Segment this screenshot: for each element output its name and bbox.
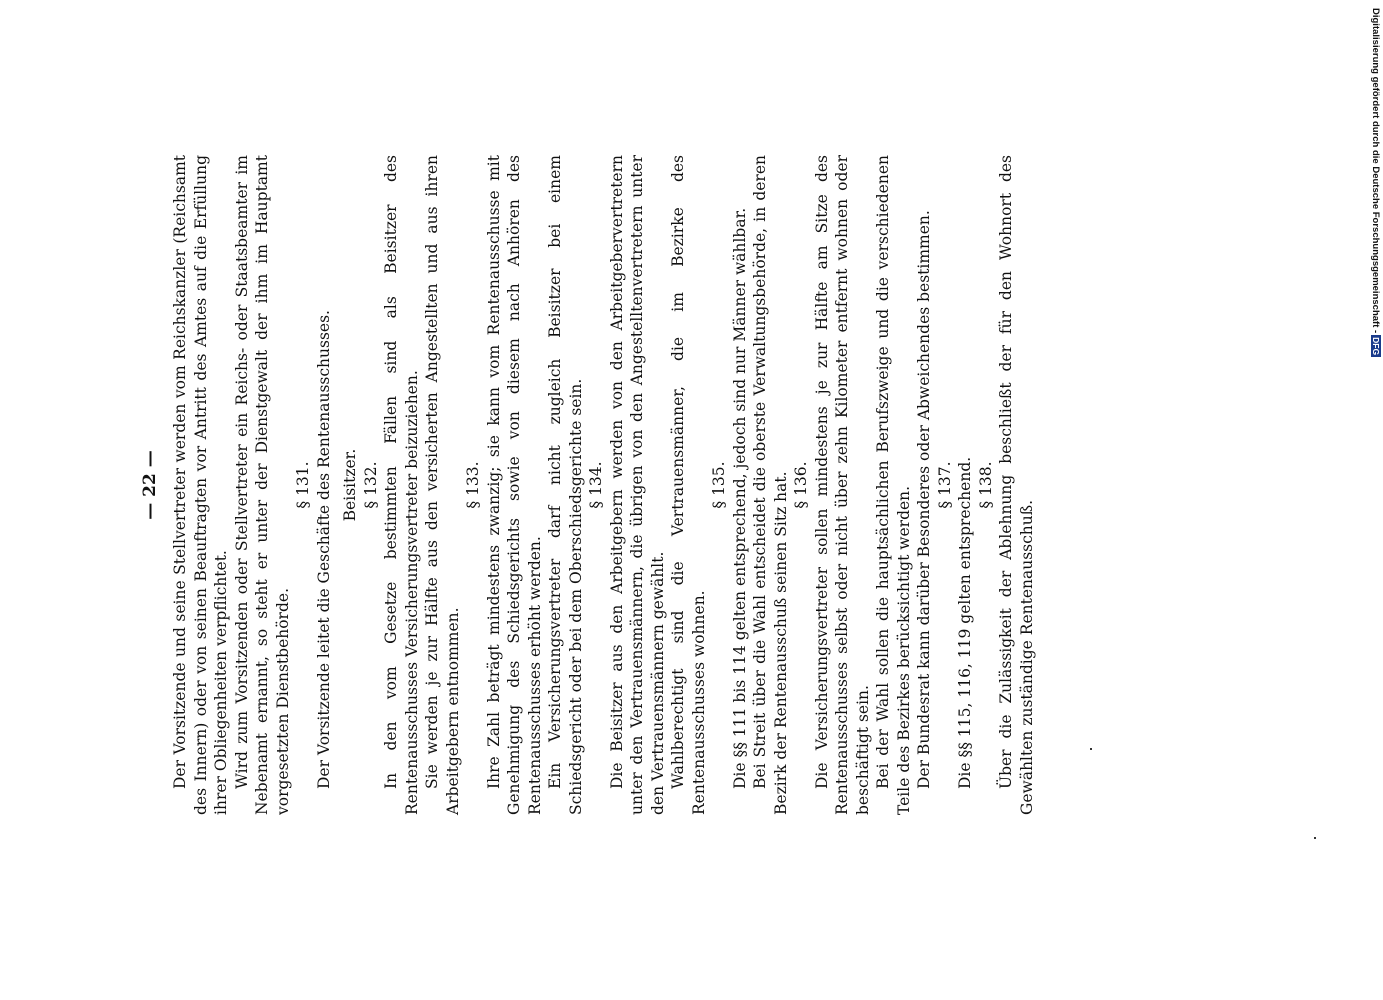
scan-speck xyxy=(1090,748,1092,750)
page-body xyxy=(140,155,1037,815)
paragraph: Wird zum Vorsitzenden oder Stellvertreter ein Reichs- oder Staatsbeamter im Nebenamt ernannt, so steht er unter der Dienstgewalt der ihm im Hauptamt vorgesetzten Dienstbehörde. xyxy=(232,155,292,815)
paragraph: Über die Zulässigkeit der Ablehnung beschließt der für den Wohnort des Gewählten zuständige Rentenausschuß. xyxy=(997,155,1036,815)
section-heading: § 137. xyxy=(935,461,954,509)
paragraph: Wahlberechtigt sind die Vertrauensmänner, die im Bezirke des Rentenausschusses wohnen. xyxy=(669,155,708,815)
paragraph: Die Beisitzer aus den Arbeitgebern werden von den Arbeitgebervertretern unter den Vertrauensmännern, die übrigen von den Angestelltenvertretern unter den Vertrauensmännern gewählt. xyxy=(607,155,667,815)
scan-speck xyxy=(1314,837,1316,839)
page-number: — 22 — xyxy=(140,450,160,520)
section-heading: § 134. xyxy=(587,461,605,509)
section-heading: § 138. xyxy=(976,461,995,509)
section-heading: § 133. xyxy=(464,461,482,509)
paragraph: Die Versicherungsvertreter sollen mindestens je zur Hälfte am Sitze des Rentenausschusses selbst oder nicht über zehn Kilometer entfernt wohnen oder beschäftigt sein. xyxy=(812,155,872,815)
paragraph: Der Vorsitzende und seine Stellvertreter werden vom Reichskanzler (Reichsamt des Innern) oder von seinen Beauftragten vor Antritt des Amtes auf die Erfüllung ihrer Obliegenheiten verpflichtet. xyxy=(171,155,230,815)
paragraph: Der Vorsitzende leitet die Geschäfte des Rentenausschusses. xyxy=(314,310,333,789)
rotated-page xyxy=(130,0,1280,1000)
section-heading: § 131. xyxy=(294,461,312,509)
credit-text: Digitalisierung gefördert durch die Deutsche Forschungsgemeinschaft - xyxy=(1370,8,1381,334)
paragraph: Bei Streit über die Wahl entscheidet die oberste Verwaltungsbehörde, in deren Bezirk der Rentenausschuß seinen Sitz hat. xyxy=(751,155,790,815)
paragraph: In den vom Gesetze bestimmten Fällen sind als Beisitzer des Rentenausschusses Versicherungsvertreter beizuziehen. xyxy=(382,155,421,815)
digitization-credit xyxy=(1369,8,1381,393)
dfg-logo: DFG xyxy=(1371,337,1381,356)
section-heading: § 132. xyxy=(361,461,380,509)
paragraph: Ein Versicherungsvertreter darf nicht zugleich Beisitzer bei einem Schiedsgericht oder bei dem Oberschiedsgerichte sein. xyxy=(546,155,585,815)
section-heading: § 135. xyxy=(710,461,728,509)
section-list xyxy=(170,155,1037,815)
paragraph: Der Bundesrat kann darüber Besonderes oder Abweichendes bestimmen. xyxy=(915,210,933,789)
paragraph: Sie werden je zur Hälfte aus den versicherten Angestellten und aus ihren Arbeitgebern entnommen. xyxy=(423,155,462,815)
paragraph: Bei der Wahl sollen die hauptsächlichen Berufszweige und die verschiedenen Teile des Bezirkes berücksichtigt werden. xyxy=(874,155,913,815)
paragraph: Die §§ 115, 116, 119 gelten entsprechend. xyxy=(956,456,974,789)
section-heading: § 136. xyxy=(792,461,810,509)
subheading: Beisitzer. xyxy=(341,448,359,522)
paragraph: Die §§ 111 bis 114 gelten entsprechend, jedoch sind nur Männer wählbar. xyxy=(730,207,749,789)
paragraph: Ihre Zahl beträgt mindestens zwanzig; sie kann vom Rentenausschusse mit Genehmigung des Schiedsgerichts sowie von diesem nach Anhören des Rentenausschusses erhöht werden. xyxy=(484,155,544,815)
